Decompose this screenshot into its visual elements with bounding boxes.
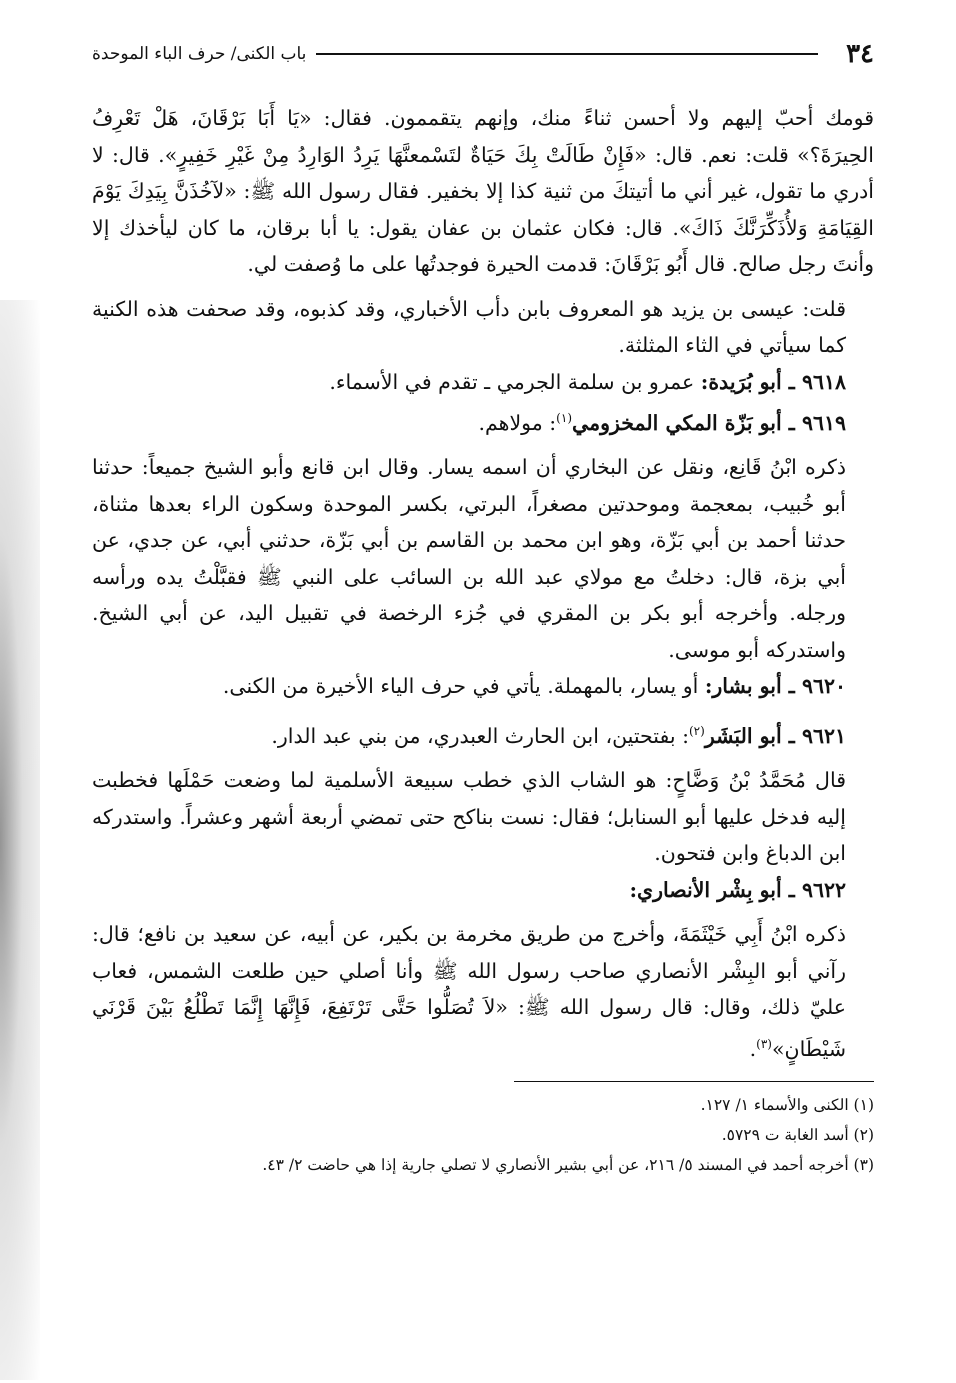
footnote-ref-2: (٢) xyxy=(688,723,705,738)
footnote-ref-3: (٣) xyxy=(756,1036,772,1051)
entry-9618-head: ٩٦١٨ ـ أبو بُرَيدة: xyxy=(700,369,846,394)
paragraph-1: قومك أحبّ إليهم ولا أحسن ثناءً منك، وإنهم يتقممون. فقال: «يَا أَبَا بَرْقَانَ، هَلْ تَعْرِفُ الحِيرَةَ؟» قلت: نعم. قال: «فَإِنْ طَالَتْ بِكَ حَيَاةٌ لتَسْمعنَّهَا يَرِدُ الوَارِدُ مِنْ غَيْرِ خَفِيرٍ». قال: لا أدري ما تقول، غير أني ما أتيتكَ من ثنية كذا إلا بخفير. فقال رسول الله ﷺ: «لآخُذَنَّ بِيَدِكَ يَوْمَ القِيَامَةِ وَلأُذَكِّرَنَّكَ ذَاكَ». قال: فكان عثمان بن عفان يقول: يا أبا برقان، ما كان ليأخذك إلا وأنتَ رجل صالح. قال أَبُو بَرْقَانَ: قدمت الحيرة فوجدتُها على ما وُصفت لي. xyxy=(92,106,874,276)
paragraph-2: قلت: عيسى بن يزيد هو المعروف بابن دأب الأخباري، وقد كذبوه، وقد صحفت هذه الكنية كما سيأتي في الثاء المثلثة. xyxy=(92,296,846,357)
entry-9619 xyxy=(92,400,874,441)
paragraph-3: ذكره ابْنُ قَانِع، ونقل عن البخاري أن اسمه يسار. وقال ابن قانع وأبو الشيخ جميعاً: حدثنا أبو خُبيب، بمعجمة وموحدتين مصغراً، البرتي، بكسر الموحدة وسكون الراء بعدها مثناة، حدثنا أحمد بن أبي بَزّة، وهو ابن محمد بن القاسم بن أبي بَزّة، حدثني أبي، عن جدي، عن أبي بزة، قال: دخلتُ مع مولاي عبد الله بن السائب على النبي ﷺ فقبَّلْتُ يده ورأسه ورجله. وأخرجه أبو بكر بن المقري في جُزء الرخصة في تقبيل اليد، عن أبي الشيخ. واستدركه أبو موسى. xyxy=(92,455,846,662)
entry-9618 xyxy=(92,364,874,401)
main-text xyxy=(92,100,874,1067)
entry-9622 xyxy=(92,872,874,909)
footnote-3: (٣) أخرجه أحمد في المسند ٥/ ٢١٦، عن أبي بشير الأنصاري لا تصلي جارية إذا هي حاضت ٢/ ٤٣. xyxy=(262,1155,874,1174)
footnote-2: (٢) أسد الغابة ت ٥٧٢٩. xyxy=(721,1125,874,1144)
paragraph-5 xyxy=(92,916,874,1067)
entry-9621-text: : بفتحتين، ابن الحارث العبدري، من بني عبد الدار. xyxy=(271,723,689,748)
footnote-ref-1: (١) xyxy=(556,411,572,425)
scan-shadow xyxy=(0,300,40,1380)
entry-9621 xyxy=(92,713,874,754)
footnote-rule xyxy=(514,1081,874,1082)
page-number: ٣٤ xyxy=(846,39,874,69)
footnotes xyxy=(92,1090,874,1180)
entry-9620 xyxy=(92,668,874,705)
entry-9620-text: أو يسار، بالمهملة. يأتي في حرف الياء الأخيرة من الكنى. xyxy=(222,674,705,699)
entry-9622-head: ٩٦٢٢ ـ أبو بِشْر الأنصاري: xyxy=(629,877,846,902)
running-head: باب الكنى/ حرف الباء الموحدة xyxy=(92,44,307,64)
entry-9619-head: ٩٦١٩ ـ أبو بَزّة المكي المخزومي xyxy=(572,410,846,435)
footnote-1: (١) الكنى والأسماء ١/ ١٢٧. xyxy=(700,1095,874,1114)
entry-9621-head: ٩٦٢١ ـ أبو البَشَر xyxy=(704,723,846,748)
paragraph-4: قال مُحَمَّدُ بْنُ وَضَّاحٍ: هو الشاب الذي خطب سبيعة الأسلمية لما وضعت حَمْلَها فخطبت إليه فدخل عليها أبو السنابل؛ فقال: نست بناكح حتى تمضي أربعة أشهر وعشراً. واستدركه ابن الدباغ وابن فتحون. xyxy=(92,768,846,866)
paragraph-5-text: ذكره ابْنُ أَبِي خَيْثَمَةَ، وأخرج من طريق مخرمة بن بكير، عن أبيه، عن سعيد بن نافع؛ قال: رآني أبو البِشْر الأنصاري صاحب رسول الله ﷺ وأنا أصلي حين طلعت الشمس، فعاب عليّ ذلك، وقال: قال رسول الله ﷺ: «لاَ تُصَلُّوا حَتَّى تَرْتَفِعَ، فَإِنَّهَا إِنَّمَا تَطْلُعُ بَيْنَ قَرْنَي شَيْطَانٍ» xyxy=(92,922,846,1061)
entry-9620-head: ٩٦٢٠ ـ أبو بشار: xyxy=(704,674,846,699)
page-header xyxy=(92,34,874,74)
book-page xyxy=(92,34,874,1354)
entry-9619-text: : مولاهم. xyxy=(478,410,557,435)
header-rule xyxy=(316,53,818,55)
paragraph-5-end: . xyxy=(749,1036,757,1061)
entry-9618-text: عمرو بن سلمة الجرمي ـ تقدم في الأسماء. xyxy=(329,369,701,394)
